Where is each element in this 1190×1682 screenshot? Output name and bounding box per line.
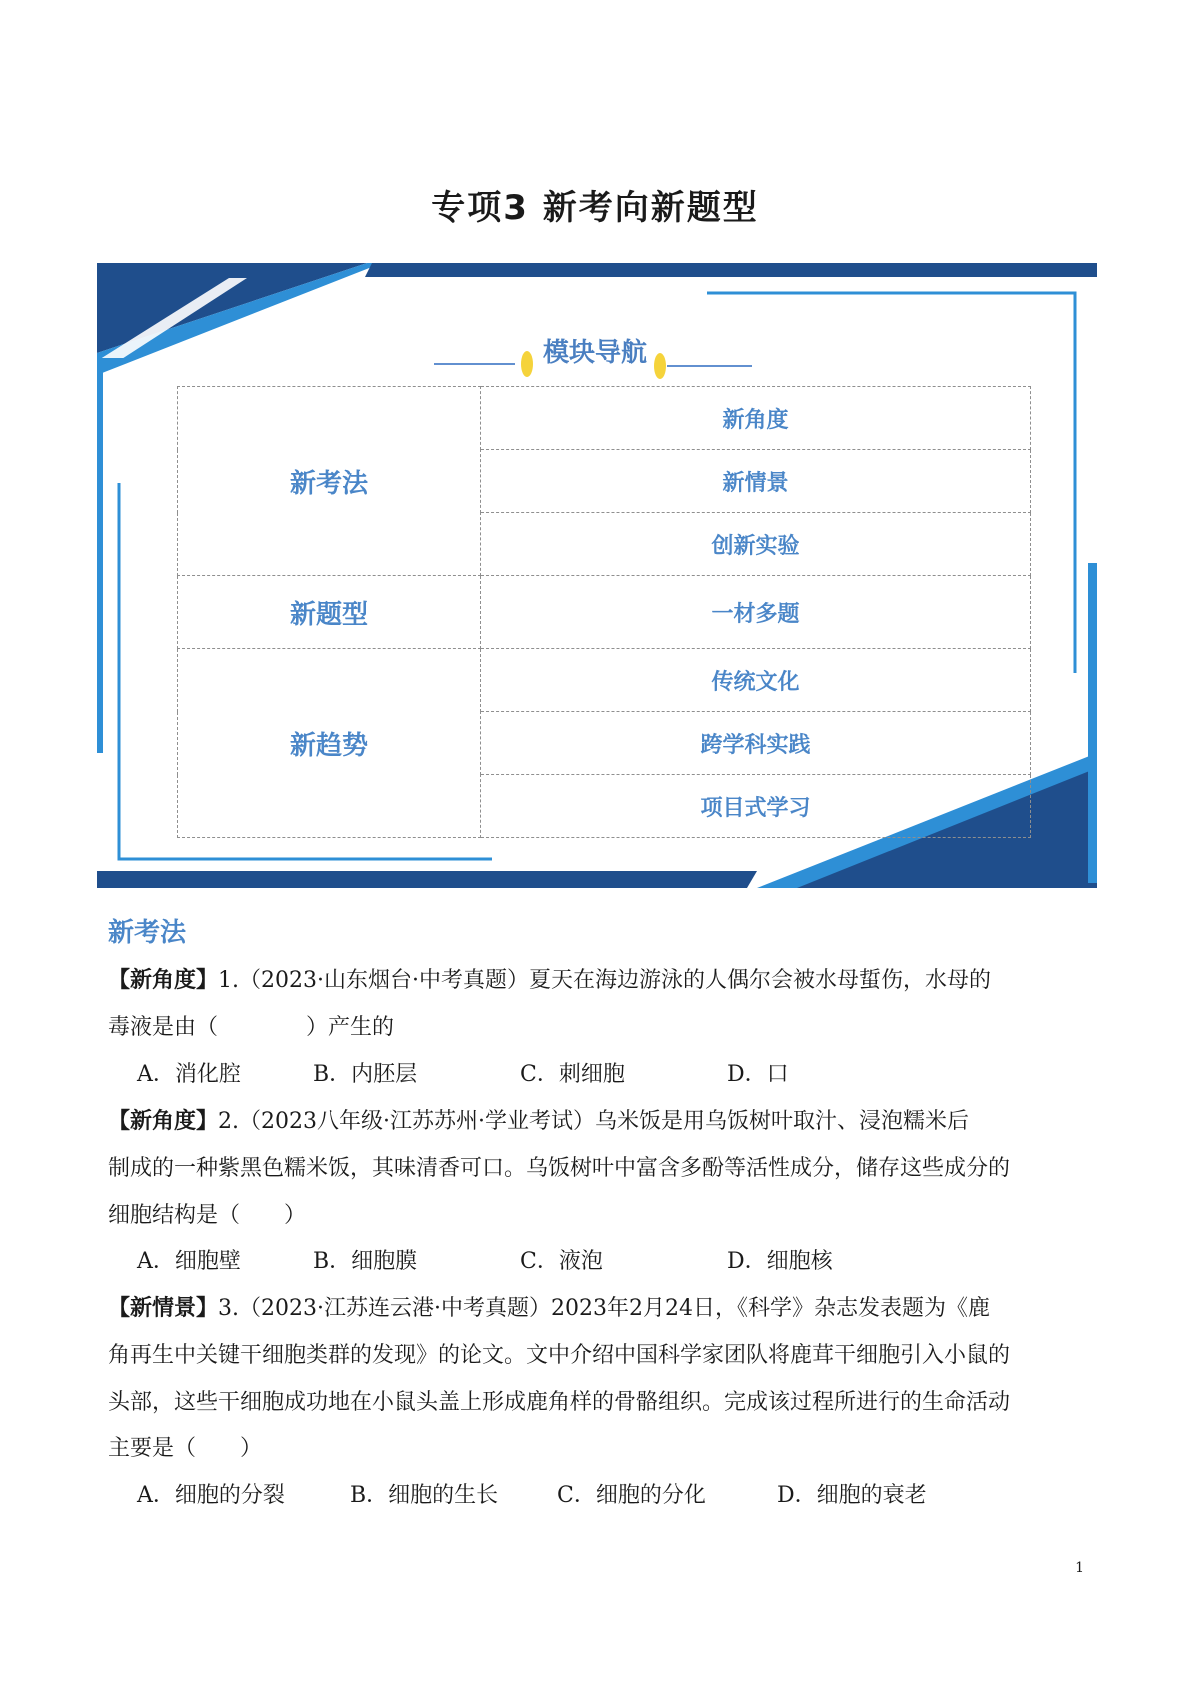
question-text: 1.（2023·山东烟台·中考真题）夏天在海边游泳的人偶尔会被水母蜇伤，水母的 [218,968,991,993]
question-tag: 【新角度】 [108,968,219,993]
question-2-line [108,1107,1088,1137]
nav-item: 新角度 [481,387,1031,450]
question-1-line [108,966,1088,996]
option: D．口 [727,1062,789,1087]
option: C．细胞的分化 [557,1483,706,1508]
nav-item: 传统文化 [481,649,1031,712]
option: D．细胞核 [727,1249,833,1274]
question-tag: 【新角度】 [108,1109,219,1134]
option: A．细胞壁 [137,1249,241,1274]
page-number: 1 [1075,1560,1084,1576]
question-2-line: 制成的一种紫黑色糯米饭，其味清香可口。乌饭树叶中富含多酚等活性成分，储存这些成分的 [108,1156,1011,1181]
question-3-line: 角再生中关键干细胞类群的发现》的论文。文中介绍中国科学家团队将鹿茸干细胞引入小鼠的 [108,1343,1011,1368]
nav-item: 项目式学习 [481,775,1031,838]
option: A．消化腔 [137,1062,241,1087]
option: D．细胞的衰老 [777,1483,927,1508]
question-3-line [108,1294,1088,1324]
page-title: 专项3 新考向新题型 [431,188,759,228]
option: C．刺细胞 [520,1062,625,1087]
question-3-line: 头部，这些干细胞成功地在小鼠头盖上形成鹿角样的骨骼组织。完成该过程所进行的生命活动 [108,1390,1011,1415]
question-text: 2.（2023八年级·江苏苏州·学业考试）乌米饭是用乌饭树叶取汁、浸泡糯米后 [218,1109,969,1134]
question-2-line: 细胞结构是（ ） [108,1203,307,1228]
nav-item: 创新实验 [481,513,1031,576]
option: C．液泡 [520,1249,603,1274]
option: B．细胞的生长 [350,1483,499,1508]
nav-category-new-methods: 新考法 [178,387,481,576]
option: B．内胚层 [313,1062,418,1087]
question-3-line: 主要是（ ） [108,1436,263,1461]
nav-item: 跨学科实践 [481,712,1031,775]
option: B．细胞膜 [313,1249,418,1274]
option: A．细胞的分裂 [137,1483,285,1508]
nav-heading: 模块导航 [542,338,647,368]
nav-item: 新情景 [481,450,1031,513]
question-1-line: 毒液是由（ ）产生的 [108,1015,395,1040]
section-title: 新考法 [108,918,187,948]
question-text: 3.（2023·江苏连云港·中考真题）2023年2月24日，《科学》杂志发表题为《鹿 [218,1296,990,1321]
nav-item: 一材多题 [481,576,1031,649]
nav-category-new-trends: 新趋势 [178,649,481,838]
module-navigation-table [177,386,1031,838]
nav-category-new-types: 新题型 [178,576,481,649]
question-tag: 【新情景】 [108,1296,219,1321]
